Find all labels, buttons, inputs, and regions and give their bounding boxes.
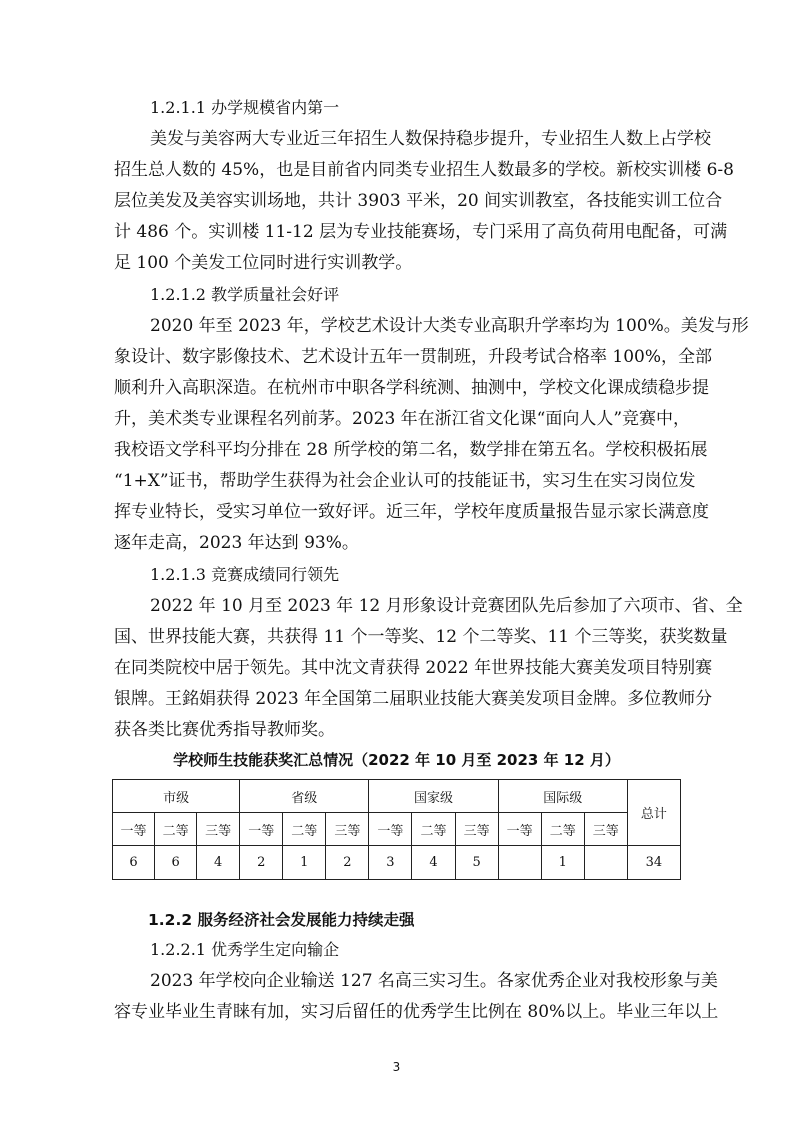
- rank-header: 三等: [455, 813, 498, 846]
- section-heading-1-2-2-1: 1.2.2.1 优秀学生定向输企: [150, 940, 340, 959]
- table-cell: [584, 846, 627, 880]
- paragraph-line: 挥专业特长，受实习单位一致好评。近三年，学校年度质量报告显示家长满意度: [114, 502, 709, 522]
- rank-header: 二等: [541, 813, 584, 846]
- table-cell: 3: [369, 846, 412, 880]
- paragraph-line: 计 486 个。实训楼 11-12 层为专业技能赛场，专门采用了高负荷用电配备，可满: [114, 222, 728, 242]
- rank-header: 三等: [326, 813, 369, 846]
- paragraph-line: 在同类院校中居于领先。其中沈文青获得 2022 年世界技能大赛美发项目特别赛: [114, 658, 713, 678]
- column-total: 总计: [627, 780, 680, 846]
- table-cell: 2: [240, 846, 283, 880]
- rank-header: 一等: [498, 813, 541, 846]
- section-heading-1-2-1-3: 1.2.1.3 竞赛成绩同行领先: [150, 565, 340, 584]
- paragraph-line: 我校语文学科平均分排在 28 所学校的第二名，数学排在第五名。学校积极拓展: [114, 440, 708, 460]
- paragraph-line: 顺利升入高职深造。在杭州市中职各学科统测、抽测中，学校文化课成绩稳步提: [114, 378, 709, 398]
- paragraph-line: 2020 年至 2023 年，学校艺术设计大类专业高职升学率均为 100%。美发与形: [150, 316, 749, 336]
- table-title: 学校师生技能获奖汇总情况（2022 年 10 月至 2023 年 12 月）: [173, 751, 620, 769]
- paragraph-line: 升，美术类专业课程名列前茅。2023 年在浙江省文化课“面向人人”竞赛中，: [114, 409, 691, 429]
- table-cell: 4: [412, 846, 455, 880]
- table-cell: 5: [455, 846, 498, 880]
- paragraph-line: 层位美发及美容实训场地，共计 3903 平米，20 间实训教室，各技能实训工位合: [114, 191, 723, 211]
- table-cell: 6: [113, 846, 155, 880]
- section-heading-1-2-1-1: 1.2.1.1 办学规模省内第一: [150, 98, 340, 117]
- column-group-province: 省级: [240, 780, 369, 813]
- column-group-international: 国际级: [498, 780, 627, 813]
- rank-header: 二等: [283, 813, 326, 846]
- paragraph-line: 银牌。王銘娟获得 2023 年全国第二届职业技能大赛美发项目金牌。多位教师分: [114, 689, 713, 709]
- rank-header: 三等: [197, 813, 240, 846]
- table-cell-total: 34: [627, 846, 680, 880]
- paragraph-line: 2023 年学校向企业输送 127 名高三实习生。各家优秀企业对我校形象与美: [150, 971, 718, 991]
- rank-header: 一等: [240, 813, 283, 846]
- paragraph-line: 2022 年 10 月至 2023 年 12 月形象设计竞赛团队先后参加了六项市、省、全: [150, 596, 743, 616]
- paragraph-line: 美发与美容两大专业近三年招生人数保持稳步提升，专业招生人数上占学校: [150, 129, 711, 149]
- rank-header: 一等: [369, 813, 412, 846]
- table-cell: 2: [326, 846, 369, 880]
- paragraph-line: 容专业毕业生青睐有加，实习后留任的优秀学生比例在 80%以上。毕业三年以上: [114, 1002, 719, 1022]
- paragraph-line: 象设计、数字影像技术、艺术设计五年一贯制班，升段考试合格率 100%，全部: [114, 347, 713, 367]
- paragraph-line: 国、世界技能大赛，共获得 11 个一等奖、12 个二等奖、11 个三等奖，获奖数量: [114, 627, 728, 647]
- table-cell: 1: [541, 846, 584, 880]
- table-cell: 4: [197, 846, 240, 880]
- paragraph-line: “1+X”证书，帮助学生获得为社会企业认可的技能证书，实习生在实习岗位发: [114, 471, 696, 491]
- table-cell: 6: [155, 846, 197, 880]
- rank-header: 二等: [155, 813, 197, 846]
- paragraph-line: 招生总人数的 45%，也是目前省内同类专业招生人数最多的学校。新校实训楼 6-8: [114, 160, 734, 180]
- section-heading-1-2-1-2: 1.2.1.2 教学质量社会好评: [150, 285, 340, 304]
- page-number: 3: [392, 1060, 401, 1074]
- table-row: [113, 846, 681, 880]
- rank-header: 一等: [113, 813, 155, 846]
- table-cell: [498, 846, 541, 880]
- paragraph-line: 获各类比赛优秀指导教师奖。: [114, 720, 335, 740]
- rank-header: 三等: [584, 813, 627, 846]
- paragraph-line: 逐年走高，2023 年达到 93%。: [114, 533, 359, 553]
- table-header-row: [113, 780, 681, 813]
- column-group-city: 市级: [113, 780, 240, 813]
- awards-summary-table: [112, 779, 681, 880]
- paragraph-line: 足 100 个美发工位同时进行实训教学。: [114, 253, 413, 273]
- table-cell: 1: [283, 846, 326, 880]
- column-group-national: 国家级: [369, 780, 498, 813]
- section-heading-1-2-2: 1.2.2 服务经济社会发展能力持续走强: [148, 911, 415, 929]
- rank-header: 二等: [412, 813, 455, 846]
- table-subheader-row: [113, 813, 681, 846]
